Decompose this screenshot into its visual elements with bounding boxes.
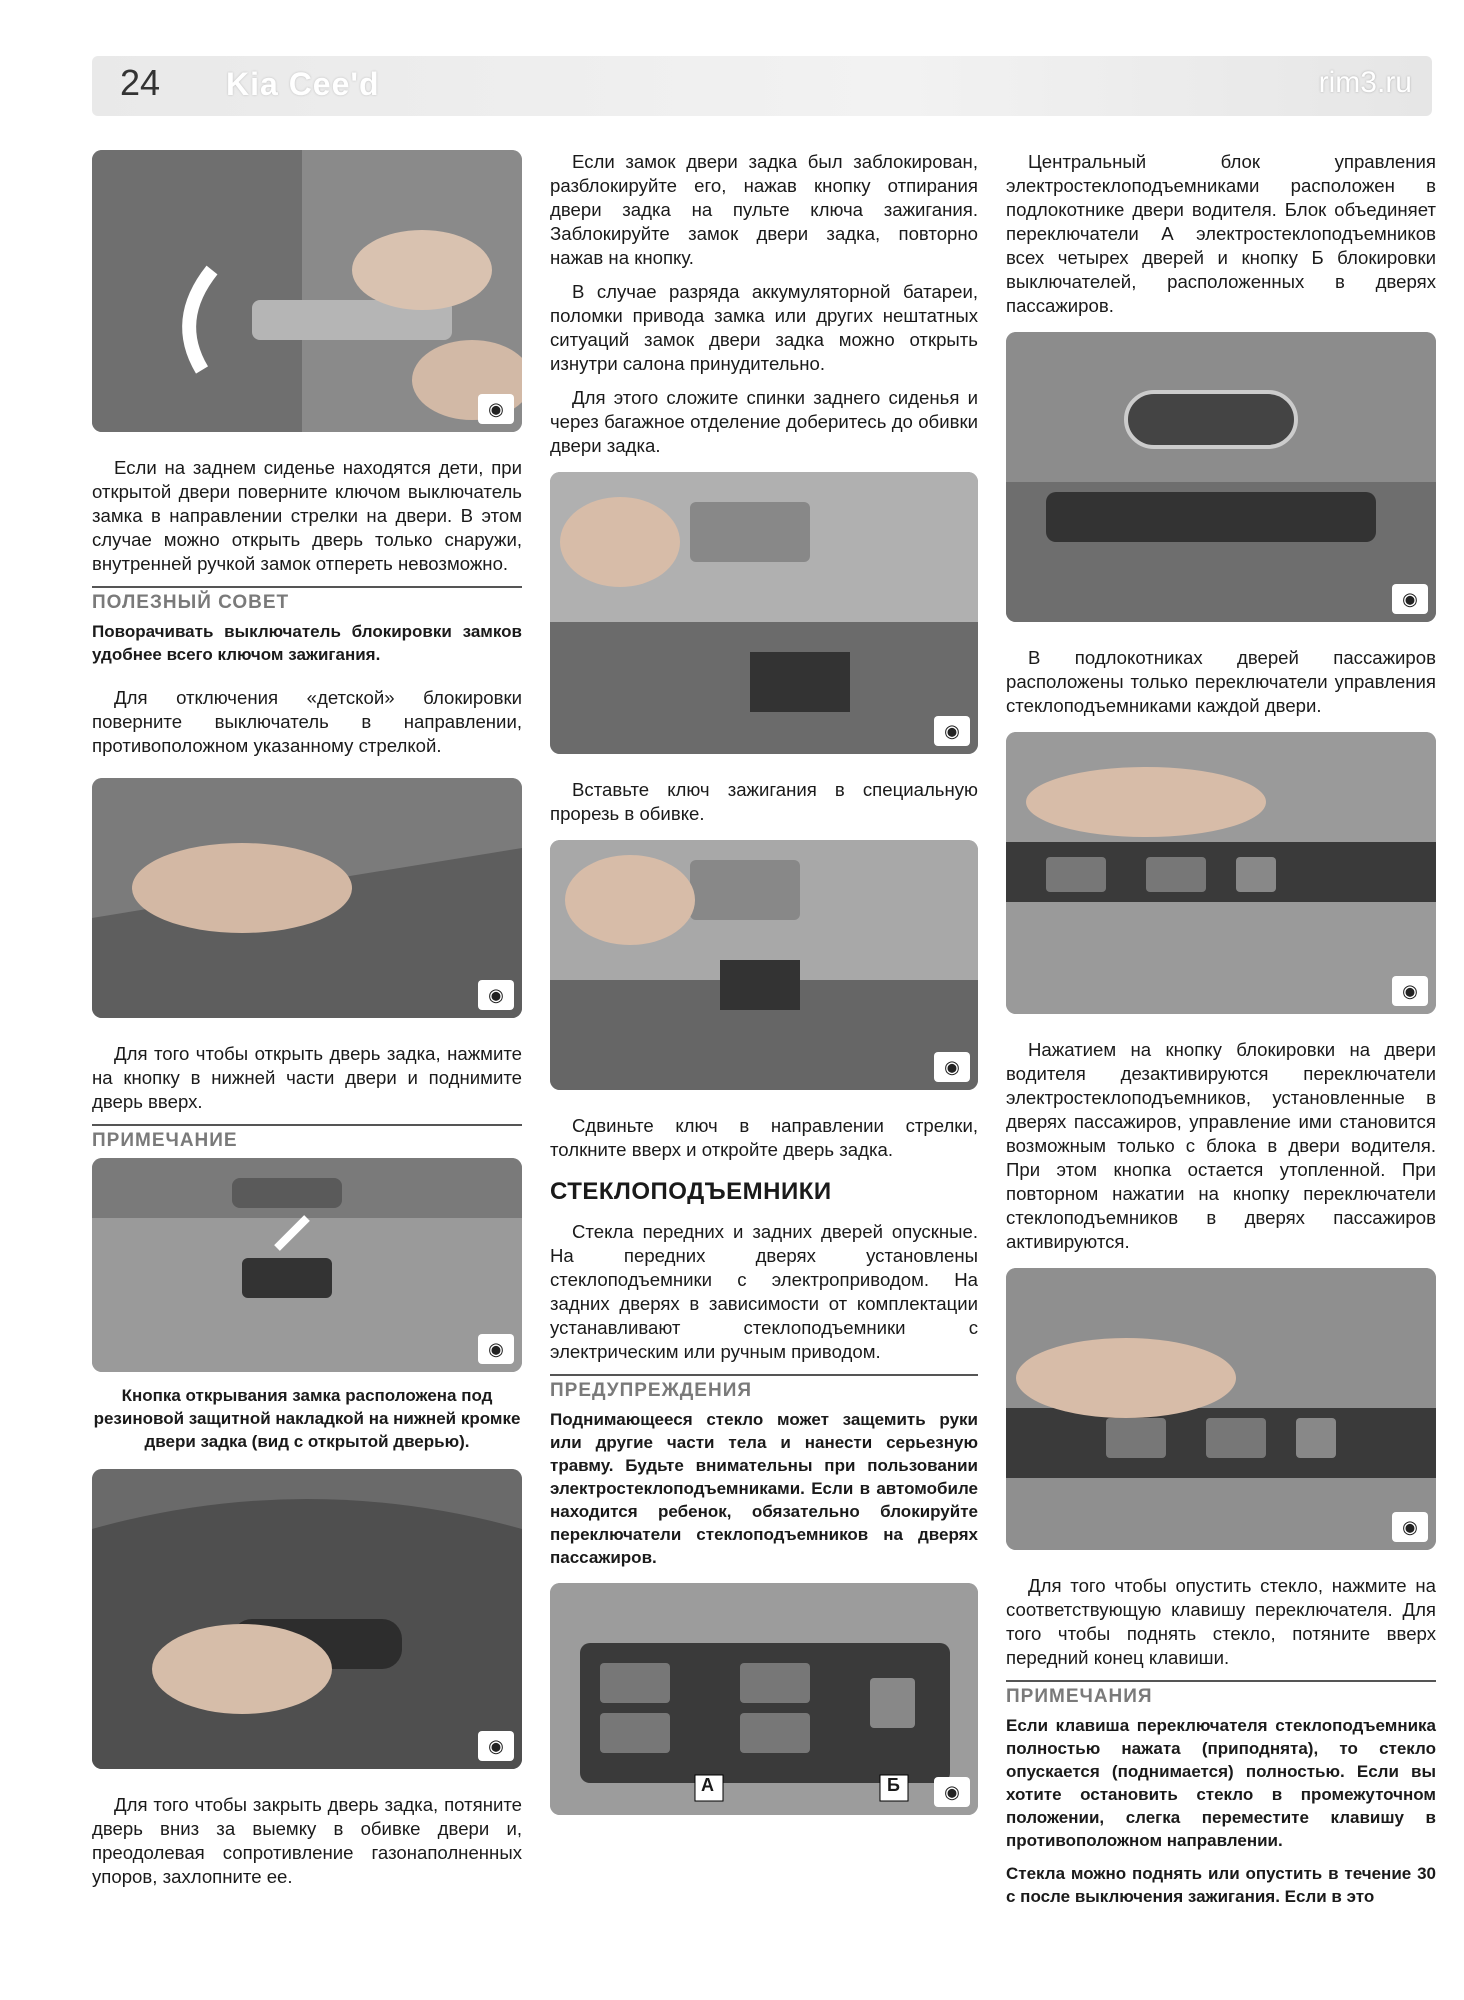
camera-icon: ◉ [478,1731,514,1761]
photo-window-switch-press [1006,1268,1436,1550]
warning-text: Поднимающееся стекло может защемить руки или другие части тела и нанести серьезную травму. Будьте внимательны при пользовании электростеклоподъемниками. Если в автомобиле находится ребенок, обязательно блокируйте переключатели стеклоподъемников на дверях пассажиров. [550,1410,978,1567]
photo-child-lock [92,150,522,432]
tip-text: Поворачивать выключатель блокировки замков удобнее всего ключом зажигания. [92,622,522,664]
camera-icon: ◉ [934,1777,970,1807]
paragraph: Для того чтобы опустить стекло, нажмите на соответствующую клавишу переключателя. Для того чтобы поднять стекло, потяните вверх передний конец клавиши. [1006,1575,1436,1668]
photo-window-switches [550,1583,978,1815]
camera-icon: ◉ [1392,1512,1428,1542]
column-2 [550,150,978,1839]
photo-lock-button-press [1006,732,1436,1014]
paragraph: Для отключения «детской» блокировки поверните выключатель в направлении, противоположном указанному стрелкой. [92,687,522,756]
book-title: Kia Cee'd [226,66,380,102]
camera-icon: ◉ [478,1334,514,1364]
paragraph: В подлокотниках дверей пассажиров расположены только переключатели управления стеклоподъемниками каждой двери. [1006,647,1436,716]
paragraph: В случае разряда аккумуляторной батареи, поломки привода замка или других нештатных ситуаций замок двери задка можно открыть изнутри салона принудительно. [550,281,978,374]
label-b: Б [887,1775,900,1795]
paragraph: Для того чтобы закрыть дверь задка, потяните дверь вниз за выемку в обивке двери и, преодолевая сопротивление газонаполненных упоров, захлопните ее. [92,1794,522,1887]
paragraph: Если замок двери задка был заблокирован, разблокируйте его, нажав кнопку отпирания двери задка на пульте ключа зажигания. Заблокируйте замок двери задка, повторно нажав на кнопку. [550,151,978,268]
tip-title: ПОЛЕЗНЫЙ СОВЕТ [92,592,290,613]
paragraph: Вставьте ключ зажигания в специальную прорезь в обивке. [550,779,978,824]
paragraph: Если на заднем сиденье находятся дети, при открытой двери поверните ключом выключатель замка в направлении стрелки на двери. В этом случае можно открыть дверь только снаружи, внутренней ручкой замок отпереть невозможно. [92,457,522,574]
page-number: 24 [120,62,161,103]
notes-box [1006,1680,1436,1908]
note-title: ПРИМЕЧАНИЕ [92,1130,238,1151]
camera-icon: ◉ [478,980,514,1010]
camera-icon: ◉ [1392,976,1428,1006]
camera-icon: ◉ [934,1052,970,1082]
photo-key-insert [550,472,978,754]
photo-key-slide [550,840,978,1090]
notes-text: Если клавиша переключателя стеклоподъемника полностью нажата (приподнята), то стекло опускается (поднимается) полностью. Если вы хотите остановить стекло в промежуточном положении, слегка переместите клавишу в противоположном направлении. [1006,1716,1436,1850]
warning-box [550,1374,978,1569]
photo-driver-armrest [1006,332,1436,622]
notes-title: ПРИМЕЧАНИЯ [1006,1686,1153,1707]
camera-icon: ◉ [478,394,514,424]
caption: Кнопка открывания замка расположена под резиновой защитной накладкой на нижней кромке двери задка (вид с открытой дверью). [93,1386,521,1451]
paragraph: Нажатием на кнопку блокировки на двери водителя дезактивируются переключатели электростеклоподъемников, установленные в дверях пассажиров, управление ими становится возможным только с блока в двери водителя. При этом кнопка остается утопленной. При повторном нажатии на кнопку переключатели стеклоподъемников в дверях пассажиров активируются. [1006,1039,1436,1252]
photo-lock-button [92,1158,522,1372]
camera-icon: ◉ [1392,584,1428,614]
paragraph: Центральный блок управления электростеклоподъемниками расположен в подлокотнике двери водителя. Блок объединяет переключатели А электростеклоподъемников всех четырех дверей и кнопку Б блокировки выключателей, расположенных в дверях пассажиров. [1006,151,1436,316]
note-box [92,1124,522,1453]
column-3 [1006,150,1436,1918]
paragraph: Стекла передних и задних дверей опускные. На передних дверях установлены стеклоподъемники с электроприводом. На задних дверях в зависимости от комплектации устанавливают стеклоподъемники с электрическим или ручным приводом. [550,1221,978,1362]
paragraph: Для того чтобы открыть дверь задка, нажмите на кнопку в нижней части двери и поднимите дверь вверх. [92,1043,522,1112]
tip-box [92,586,522,666]
photo-tailgate-button [92,778,522,1018]
column-1 [92,150,522,1899]
section-title: СТЕКЛОПОДЪЕМНИКИ [550,1178,832,1205]
notes-text: Стекла можно поднять или опустить в течение 30 с после выключения зажигания. Если в это [1006,1864,1436,1906]
photo-tailgate-handle [92,1469,522,1769]
camera-icon: ◉ [934,716,970,746]
warning-title: ПРЕДУПРЕЖДЕНИЯ [550,1380,753,1401]
paragraph: Для этого сложите спинки заднего сиденья и через багажное отделение доберитесь до обивки двери задка. [550,387,978,456]
label-a: А [701,1775,714,1795]
paragraph: Сдвиньте ключ в направлении стрелки, толкните вверх и откройте дверь задка. [550,1115,978,1160]
site-name: rim3.ru [1318,66,1412,99]
